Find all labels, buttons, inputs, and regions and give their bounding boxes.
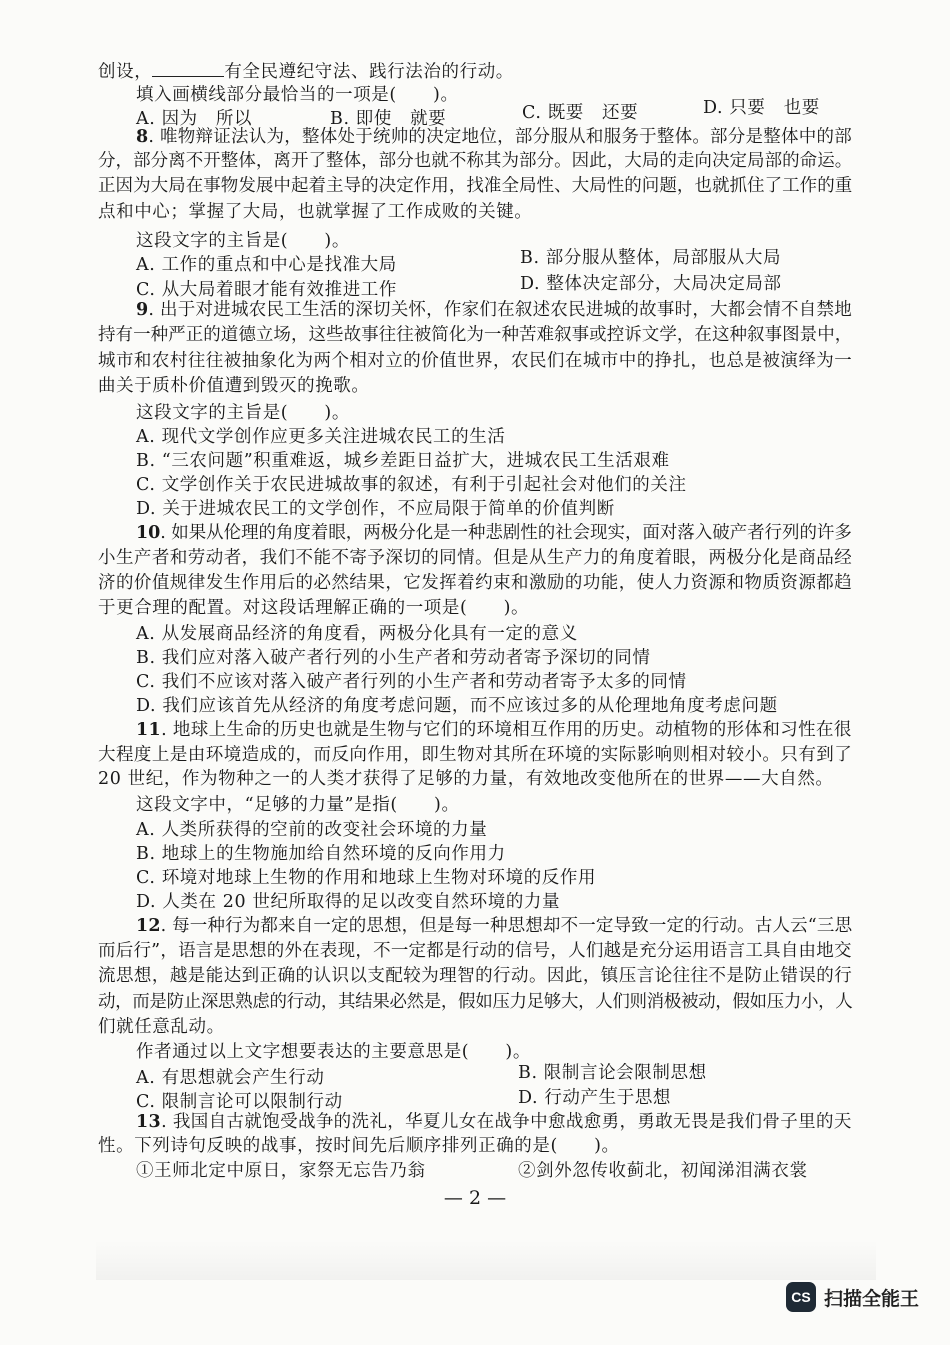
q8-line-1	[136, 125, 852, 149]
q9-line-2: 持有一种严正的道德立场，这些故事往往被简化为一种苦难叙事或控诉文学，在这种叙事图景中，	[98, 325, 853, 345]
q8-option-b: B. 部分服从整体，局部服从大局	[520, 248, 782, 268]
q11-option-b: B. 地球上的生物施加给自然环境的反向作用力	[136, 844, 506, 864]
q9-line-1	[136, 298, 852, 322]
page-number: — 2 —	[443, 1187, 507, 1209]
q11-text-1: . 地球上生命的历史也就是生物与它们的环境相互作用的历史。动植物的形体和习性在很	[161, 720, 852, 740]
q11-stem: 这段文字中，“足够的力量”是指( )。	[136, 795, 460, 815]
q10-text-1: . 如果从伦理的角度着眼，两极分化是一种悲剧性的社会现实，面对落入破产者行列的许多	[160, 523, 852, 543]
q12-line-2: 而后行”，语言是思想的外在表现，不一定都是行动的信号，人们越是充分运用语言工具自由地交	[98, 941, 852, 961]
q8-line-3: 正因为大局在事物发展中起着主导的决定作用，找准全局性、大局性的问题，也就抓住了工作的重	[98, 176, 853, 196]
q9-option-c: C. 文学创作关于农民进城故事的叙述，有利于引起社会对他们的关注	[136, 475, 687, 495]
q10-line-2: 小生产者和劳动者，我们不能不寄予深切的同情。但是从生产力的角度着眼，两极分化是商品经	[98, 548, 853, 568]
q11-line-3: 20 世纪，作为物种之一的人类才获得了足够的力量，有效地改变他所在的世界——大自然。	[98, 769, 834, 789]
q12-line-5: 们就任意乱动。	[98, 1017, 225, 1037]
q12-option-b: B. 限制言论会限制思想	[518, 1063, 707, 1083]
q7-tail-end: 有全民遵纪守法、践行法治的行动。	[224, 62, 514, 82]
q7-stem: 填入画横线部分最恰当的一项是( )。	[136, 85, 459, 105]
q11-option-c: C. 环境对地球上生物的作用和地球上生物对环境的反作用	[136, 868, 597, 888]
camscanner-logo-icon: CS	[786, 1282, 816, 1312]
q10-number: 10	[136, 523, 161, 543]
q8-line-4: 点和中心；掌握了大局，也就掌握了工作成败的关键。	[98, 202, 533, 222]
q12-line-3: 流思想，越是能达到正确的认识以支配较为理智的行动。因此，镇压言论往往不是防止错误的行	[98, 966, 853, 986]
q10-option-d: D. 我们应该首先从经济的角度考虑问题，而不应该过多的从伦理地角度考虑问题	[136, 696, 778, 716]
q12-stem: 作者通过以上文字想要表达的主要意思是( )。	[136, 1042, 531, 1062]
q7-option-d: D. 只要 也要	[703, 98, 820, 118]
q8-text-1: . 唯物辩证法认为，整体处于统帅的决定地位，部分服从和服务于整体。部分是整体中的部	[148, 127, 853, 147]
q13-number: 13	[136, 1112, 162, 1132]
q11-line-2: 大程度上是由环境造成的，而反向作用，即生物对其所在环境的实际影响则相对较小。只有到了	[98, 745, 853, 765]
q13-text-1: . 我国自古就饱受战争的洗礼，华夏儿女在战争中愈战愈勇，勇敢无畏是我们骨子里的天	[161, 1112, 852, 1132]
q9-number: 9	[136, 300, 149, 320]
q9-option-b: B. “三农问题”积重难返，城乡差距日益扩大，进城农民工生活艰难	[136, 451, 670, 471]
fill-blank	[152, 58, 224, 77]
q8-option-c: C. 从大局着眼才能有效推进工作	[136, 280, 397, 300]
q13-option-1: ①王师北定中原日，家祭无忘告乃翁	[136, 1161, 426, 1181]
q12-option-c: C. 限制言论可以限制行动	[136, 1092, 343, 1112]
q7-option-b: B. 即使 就要	[330, 109, 447, 129]
q11-number: 11	[136, 720, 162, 740]
q7-tail-line	[98, 58, 514, 84]
q9-option-a: A. 现代文学创作应更多关注进城农民工的生活	[136, 427, 506, 447]
q7-tail-start: 创设，	[98, 62, 153, 82]
q12-text-1: . 每一种行为都来自一定的思想，但是每一种思想却不一定导致一定的行动。古人云“三思	[160, 916, 853, 936]
q10-option-b: B. 我们应对落入破产者行列的小生产者和劳动者寄予深切的同情	[136, 648, 651, 668]
q8-option-d: D. 整体决定部分，大局决定局部	[520, 274, 782, 294]
scanner-watermark	[786, 1279, 919, 1315]
q10-line-3: 济的价值规律发生作用后的必然结果，它发挥着约束和激励的功能，使人力资源和物质资源都趋	[98, 573, 853, 593]
q9-line-3: 城市和农村往往被抽象化为两个相对立的价值世界，农民们在城市中的挣扎，也总是被演绎为一	[98, 351, 853, 371]
q10-line-1	[136, 521, 852, 545]
q7-option-a: A. 因为 所以	[136, 109, 253, 129]
q11-line-1	[136, 718, 852, 742]
q8-line-2: 分，部分离不开整体，离开了整体，部分也就不称其为部分。因此，大局的走向决定局部的命运。	[98, 151, 853, 171]
q12-line-4: 动，而是防止深思熟虑的行动，其结果必然是，假如压力足够大，人们则消极被动，假如压力小，人	[98, 992, 853, 1012]
q11-option-d: D. 人类在 20 世纪所取得的足以改变自然环境的力量	[136, 892, 561, 912]
q13-line-1	[136, 1110, 852, 1134]
page-fold-shadow	[96, 1240, 876, 1280]
q9-option-d: D. 关于进城农民工的文学创作，不应局限于简单的价值判断	[136, 499, 615, 519]
q8-option-a: A. 工作的重点和中心是找准大局	[136, 255, 397, 275]
q10-line-4: 于更合理的配置。对这段话理解正确的一项是( )。	[98, 598, 530, 618]
q13-line-2: 性。下列诗句反映的战事，按时间先后顺序排列正确的是( )。	[98, 1136, 620, 1156]
q9-line-4: 曲关于质朴价值遭到毁灭的挽歌。	[98, 376, 370, 396]
q12-option-a: A. 有思想就会产生行动	[136, 1068, 325, 1088]
q10-option-a: A. 从发展商品经济的角度看，两极分化具有一定的意义	[136, 624, 578, 644]
q8-stem: 这段文字的主旨是( )。	[136, 231, 350, 251]
q12-option-d: D. 行动产生于思想	[518, 1088, 672, 1108]
q9-stem: 这段文字的主旨是( )。	[136, 403, 350, 423]
q12-number: 12	[136, 916, 161, 936]
q7-option-c: C. 既要 还要	[522, 103, 639, 123]
q10-option-c: C. 我们不应该对落入破产者行列的小生产者和劳动者寄予太多的同情	[136, 672, 687, 692]
q9-text-1: . 出于对进城农民工生活的深切关怀，作家们在叙述农民进城的故事时，大都会情不自禁地	[148, 300, 853, 320]
q13-option-2: ②剑外忽传收蓟北，初闻涕泪满衣裳	[518, 1161, 808, 1181]
watermark-text: 扫描全能王	[824, 1288, 920, 1310]
q8-number: 8	[136, 127, 149, 147]
q11-option-a: A. 人类所获得的空前的改变社会环境的力量	[136, 820, 488, 840]
q12-line-1	[136, 914, 852, 938]
